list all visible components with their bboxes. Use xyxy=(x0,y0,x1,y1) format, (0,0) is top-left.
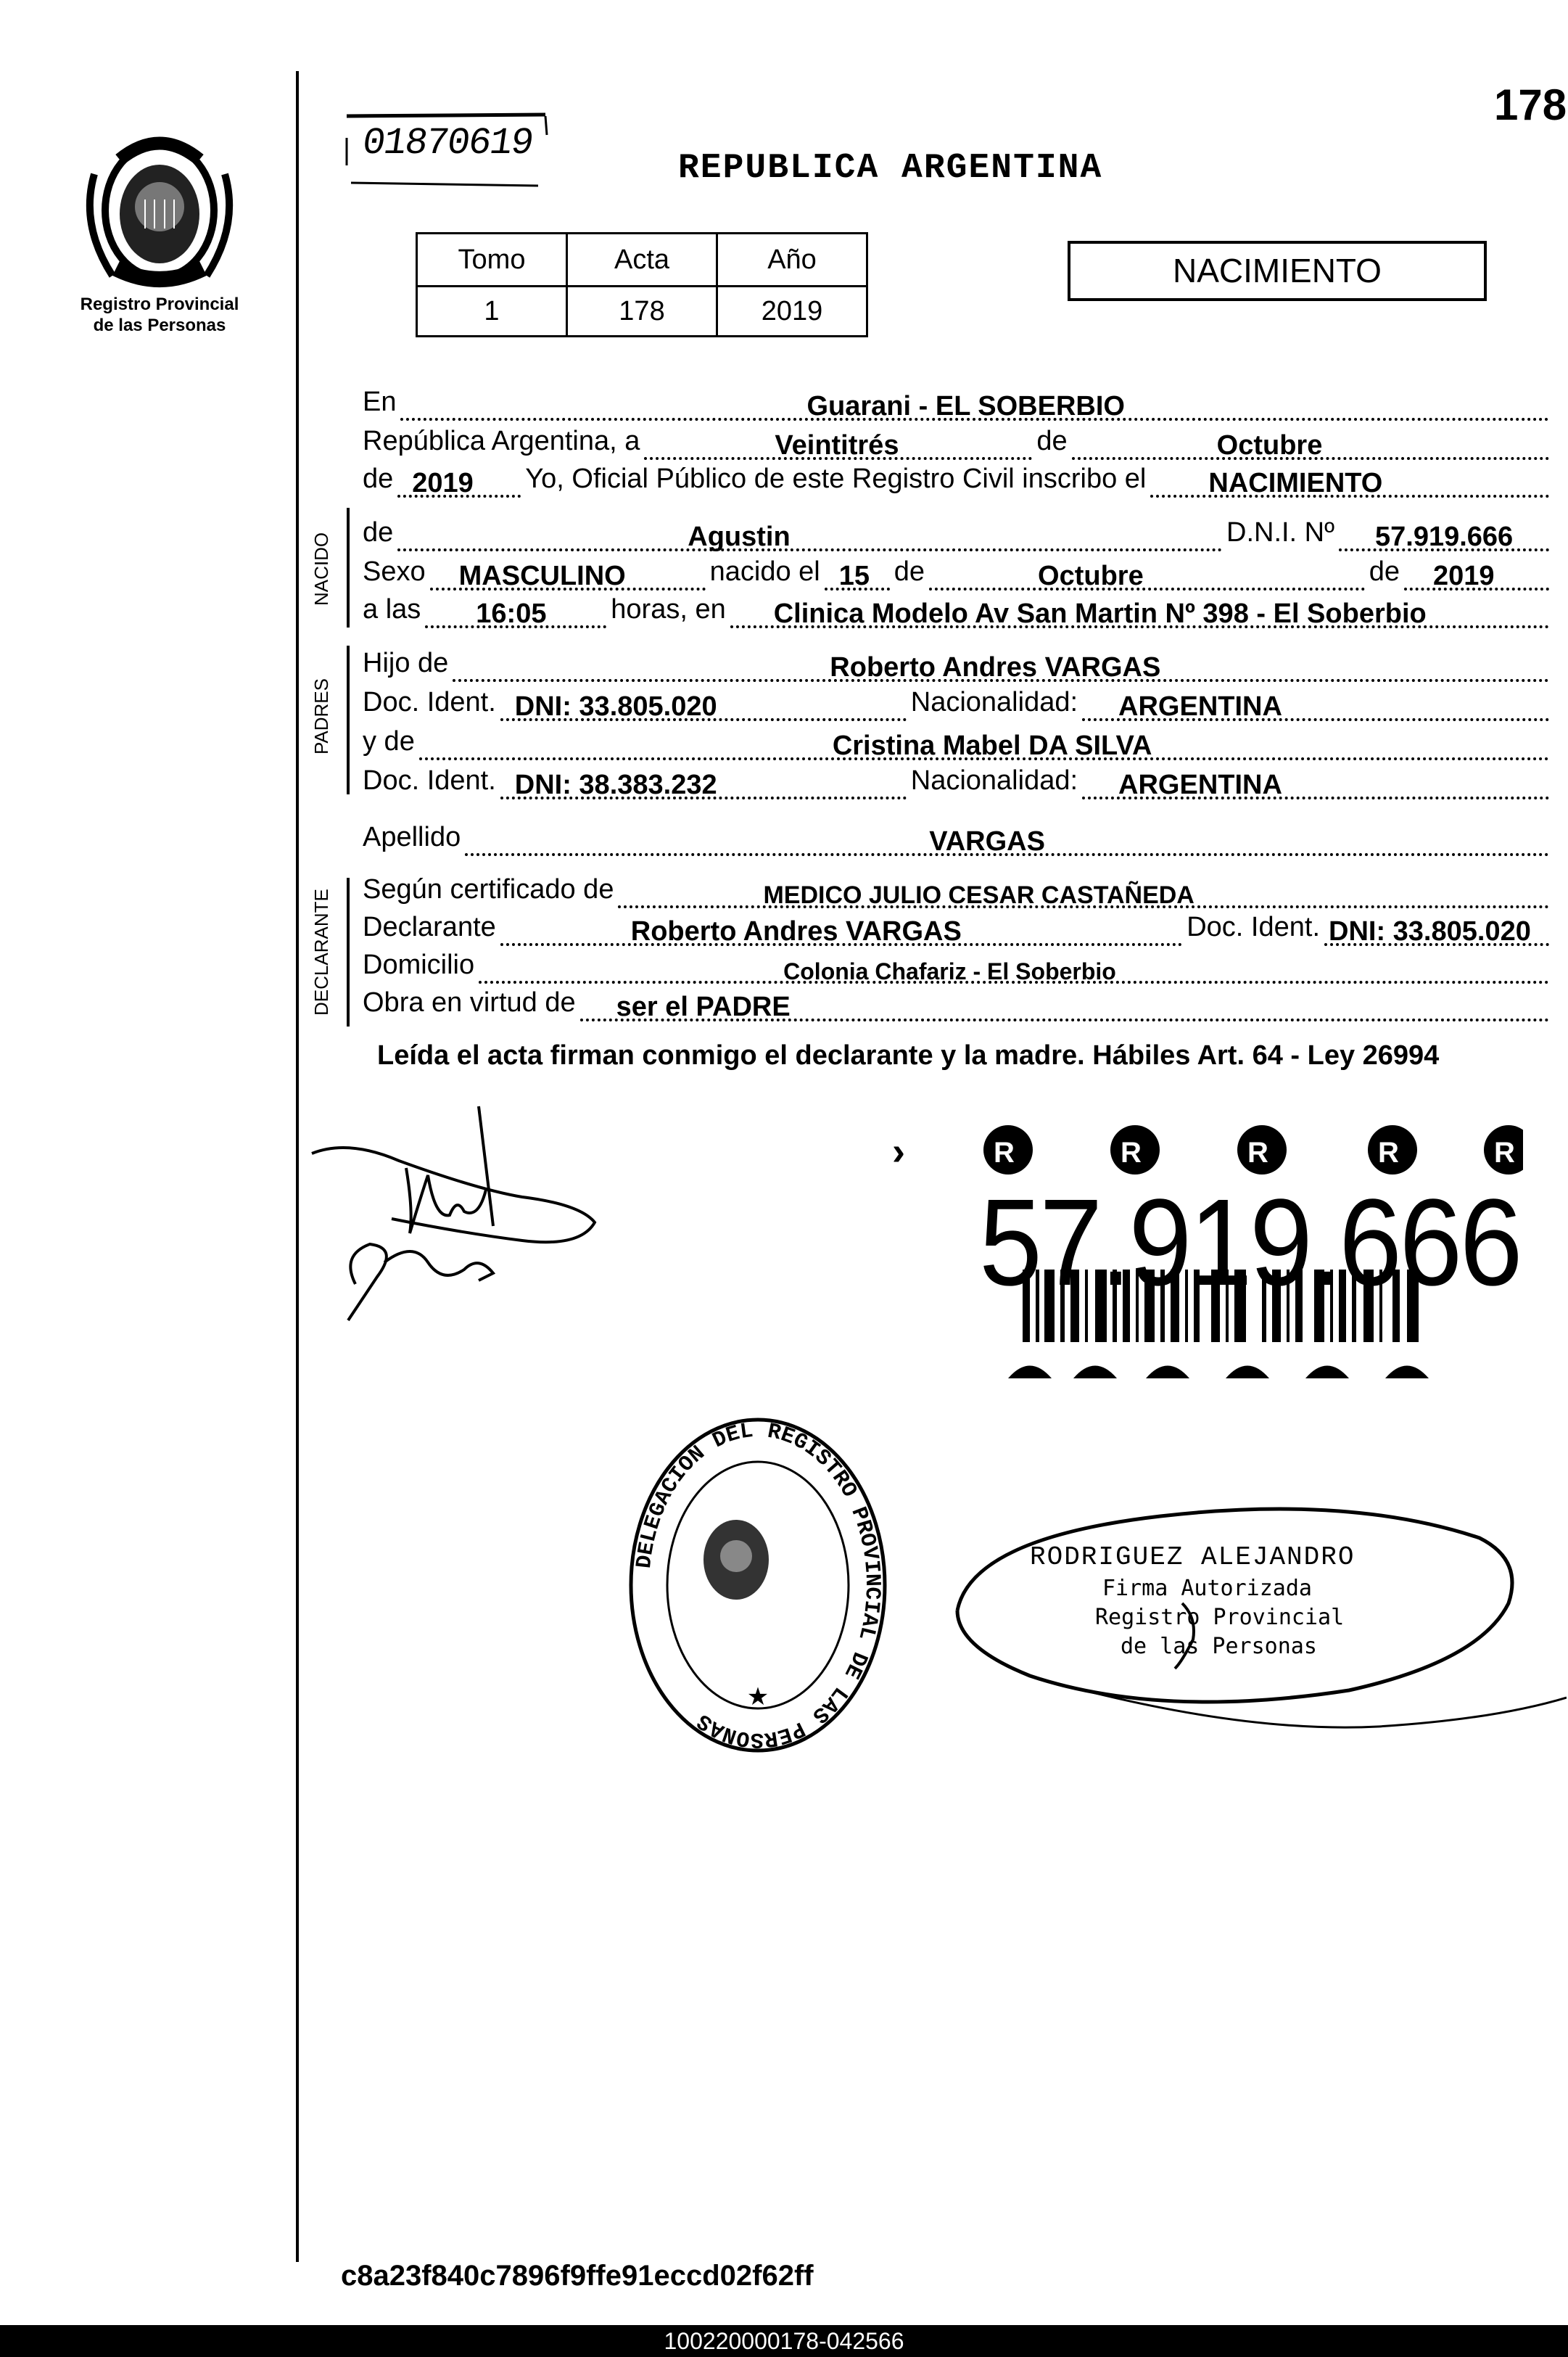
father-doc-field xyxy=(500,688,907,721)
hijo-de-label: Hijo de xyxy=(363,648,449,678)
year-value: 2019 xyxy=(412,468,474,498)
father-doc-label: Doc. Ident. xyxy=(363,687,496,717)
child-dni: 57.919.666 xyxy=(1375,522,1514,552)
father-nationality: ARGENTINA xyxy=(1118,691,1282,722)
serial-number: 01870619 xyxy=(359,122,535,165)
stamp-line3: de las Personas xyxy=(1121,1634,1317,1659)
birth-day-field xyxy=(825,557,890,591)
row-mother-doc xyxy=(363,763,1553,799)
svg-text:R: R xyxy=(1494,1137,1515,1169)
hour-field xyxy=(425,595,606,628)
footer-code: 100220000178-042566 xyxy=(664,2328,904,2354)
mother-nat-label: Nacionalidad: xyxy=(910,765,1078,796)
seal-ring-text: DELEGACION DEL REGISTRO PROVINCIAL DE LAS PERSONAS xyxy=(632,1418,885,1752)
row-obra xyxy=(363,985,1553,1021)
nacido-el-label: nacido el xyxy=(709,556,820,587)
mother-doc: DNI: 38.383.232 xyxy=(514,770,717,800)
tomo-header: Tomo xyxy=(417,234,567,287)
dom-field xyxy=(479,950,1549,984)
decl-doc: DNI: 33.805.020 xyxy=(1329,916,1531,947)
registry-caption-line1: Registro Provincial xyxy=(80,295,239,314)
decl-doc-label: Doc. Ident. xyxy=(1187,912,1320,942)
y-de-label: y de xyxy=(363,726,415,757)
day-field xyxy=(644,427,1032,460)
sexo-label: Sexo xyxy=(363,556,426,587)
official-seal-stamp xyxy=(620,1415,896,1756)
row-father-doc xyxy=(363,685,1553,721)
row-hour-place xyxy=(363,592,1553,628)
day-value: Veintitrés xyxy=(775,430,899,461)
stamp-line1: Firma Autorizada xyxy=(1102,1576,1312,1601)
mother-name: Cristina Mabel DA SILVA xyxy=(832,731,1152,761)
svg-text:›: › xyxy=(892,1130,905,1173)
mother-doc-field xyxy=(500,766,907,799)
dom-label: Domicilio xyxy=(363,950,475,980)
row-inscribo xyxy=(363,461,1553,498)
de-label: de xyxy=(1036,426,1068,456)
page-corner-number: 178 xyxy=(1494,81,1567,129)
inscribo-value: NACIMIENTO xyxy=(1208,468,1383,498)
dom-value: Colonia Chafariz - El Soberbio xyxy=(783,958,1116,984)
footer-code-bar xyxy=(0,2325,1568,2357)
birth-hour: 16:05 xyxy=(476,598,547,629)
en-label: En xyxy=(363,387,397,417)
mother-doc-label: Doc. Ident. xyxy=(363,765,496,796)
child-name: Agustin xyxy=(688,522,791,552)
obra-field xyxy=(580,988,1549,1021)
father-field xyxy=(453,649,1549,682)
left-margin-rule xyxy=(296,71,299,2262)
inscribo-label: Yo, Oficial Público de este Registro Civil inscribo el xyxy=(525,464,1147,494)
volume-act-year-table xyxy=(416,232,868,337)
row-certificado xyxy=(363,872,1553,908)
svg-text:R: R xyxy=(1121,1137,1142,1169)
birth-de-label: de xyxy=(894,556,925,587)
row-declarante xyxy=(363,910,1553,946)
cert-field xyxy=(618,875,1549,908)
hour-label: a las xyxy=(363,594,421,625)
father-name: Roberto Andres VARGAS xyxy=(830,652,1161,683)
provincial-coat-of-arms-logo xyxy=(76,131,243,290)
sexo-value: MASCULINO xyxy=(458,561,626,591)
birth-year-field xyxy=(1404,557,1549,591)
act-type-box: NACIMIENTO xyxy=(1068,241,1487,301)
decl-field xyxy=(500,913,1182,946)
decl-label: Declarante xyxy=(363,912,496,942)
en-value: Guarani - EL SOBERBIO xyxy=(806,391,1125,421)
row-en xyxy=(363,384,1553,421)
stamp-name: RODRIGUEZ ALEJANDRO xyxy=(1030,1542,1356,1572)
cert-label: Según certificado de xyxy=(363,874,614,905)
row-apellido xyxy=(363,820,1553,856)
en-field xyxy=(400,387,1549,421)
row-father xyxy=(363,646,1553,682)
svg-text:R: R xyxy=(1247,1137,1268,1169)
apellido-label: Apellido xyxy=(363,822,461,852)
obra-label: Obra en virtud de xyxy=(363,987,576,1018)
declarante-section-label: DECLARANTE xyxy=(310,889,332,1016)
declarante-section-bar xyxy=(347,878,350,1027)
row-sexo xyxy=(363,554,1553,591)
handwritten-signatures xyxy=(305,1103,609,1335)
de-year-label: de xyxy=(363,464,394,494)
acta-value: 178 xyxy=(567,287,717,337)
decl-doc-field xyxy=(1324,913,1549,946)
cert-value: MEDICO JULIO CESAR CASTAÑEDA xyxy=(763,881,1194,909)
father-nat-field xyxy=(1082,688,1549,721)
acta-header: Acta xyxy=(567,234,717,287)
birth-de2-label: de xyxy=(1369,556,1400,587)
svg-text:R: R xyxy=(1378,1137,1399,1169)
padres-section-bar xyxy=(347,646,350,794)
birth-month: Octubre xyxy=(1038,561,1144,591)
stamp-line2: Registro Provincial xyxy=(1095,1605,1345,1630)
apellido-value: VARGAS xyxy=(929,826,1045,857)
dni-label: D.N.I. Nº xyxy=(1226,517,1334,548)
birth-place-field xyxy=(730,595,1549,628)
mother-nationality: ARGENTINA xyxy=(1118,770,1282,800)
dni-field xyxy=(1339,518,1549,551)
nacido-de-label: de xyxy=(363,517,394,548)
decl-value: Roberto Andres VARGAS xyxy=(630,916,962,947)
row-nacido-name xyxy=(363,515,1553,551)
row-mother xyxy=(363,724,1553,760)
horas-en-label: horas, en xyxy=(611,594,726,625)
sexo-field xyxy=(430,557,706,591)
inscribo-field xyxy=(1150,464,1549,498)
anio-header: Año xyxy=(717,234,867,287)
month-field xyxy=(1072,427,1549,460)
anio-value: 2019 xyxy=(717,287,867,337)
country-title: REPUBLICA ARGENTINA xyxy=(678,149,1103,188)
svg-text:★: ★ xyxy=(746,1683,769,1711)
name-field xyxy=(397,518,1222,551)
mother-field xyxy=(419,727,1549,760)
month-value: Octubre xyxy=(1216,430,1323,461)
row-domicilio xyxy=(363,947,1553,984)
svg-text:R: R xyxy=(994,1137,1015,1169)
birth-year: 2019 xyxy=(1433,561,1495,591)
tomo-value: 1 xyxy=(417,287,567,337)
father-nat-label: Nacionalidad: xyxy=(910,687,1078,717)
mother-nat-field xyxy=(1082,766,1549,799)
registry-caption-line2: de las Personas xyxy=(93,316,226,335)
birth-day: 15 xyxy=(838,561,870,591)
nacido-section-label: NACIDO xyxy=(310,532,332,606)
barcode-dni-number: 57.919.666 xyxy=(979,1174,1520,1312)
row-date xyxy=(363,424,1553,460)
padres-section-label: PADRES xyxy=(310,678,332,754)
birth-place: Clinica Modelo Av San Martin Nº 398 - El Soberbio xyxy=(773,598,1427,629)
obra-value: ser el PADRE xyxy=(616,992,791,1022)
closing-statement: Leída el acta firman conmigo el declarante y la madre. Hábiles Art. 64 - Ley 26994 xyxy=(377,1040,1440,1071)
registry-caption xyxy=(58,294,261,336)
nacido-section-bar xyxy=(347,508,350,628)
year-field xyxy=(397,464,521,498)
apellido-field xyxy=(465,823,1549,856)
birth-month-field xyxy=(929,557,1365,591)
father-doc: DNI: 33.805.020 xyxy=(514,691,717,722)
republic-label: República Argentina, a xyxy=(363,426,640,456)
document-hash: c8a23f840c7896f9ffe91eccd02f62ff xyxy=(341,2260,814,2292)
